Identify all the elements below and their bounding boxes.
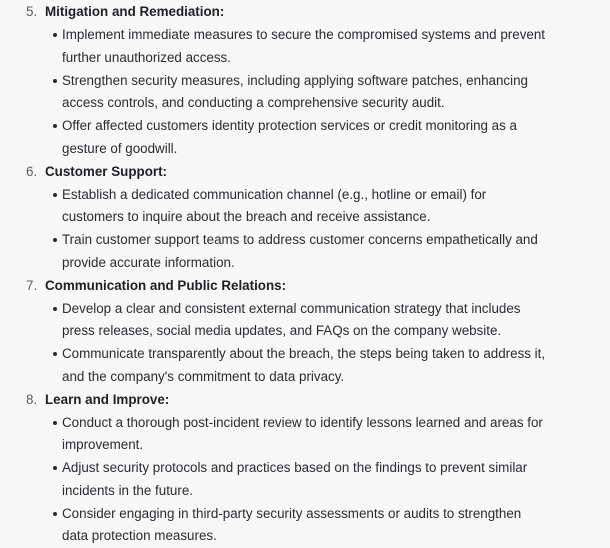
bullet-list	[0, 184, 610, 275]
bullet-dot-icon	[53, 512, 57, 516]
bullet-text: Develop a clear and consistent external communication strategy that includes press releases, social media updates, and FAQs on the company website.	[62, 300, 521, 338]
bullet-text: Strengthen security measures, including applying software patches, enhancing access controls, and conducting a comprehensive security audit.	[62, 72, 528, 110]
list-item	[0, 70, 610, 115]
bullet-list	[0, 412, 610, 548]
section-communication-and-public-relations	[0, 275, 610, 389]
section-header	[0, 161, 610, 183]
bullet-dot-icon	[53, 466, 57, 470]
section-number: 6.	[26, 163, 38, 179]
section-title: Mitigation and Remediation:	[45, 4, 225, 19]
section-title: Learn and Improve:	[45, 391, 170, 407]
section-header	[0, 389, 610, 411]
list-item	[0, 503, 610, 548]
bullet-dot-icon	[53, 238, 57, 242]
bullet-text: Offer affected customers identity protection services or credit monitoring as a gesture of goodwill.	[62, 118, 517, 156]
bullet-text: Consider engaging in third-party security assessments or audits to strengthen data protection measures.	[62, 505, 522, 543]
section-customer-support	[0, 161, 610, 275]
bullet-dot-icon	[53, 421, 57, 425]
bullet-dot-icon	[53, 193, 57, 197]
bullet-text: Communicate transparently about the breach, the steps being taken to address it, and the company's commitment to data privacy.	[62, 346, 546, 384]
list-item	[0, 229, 610, 274]
bullet-text: Train customer support teams to address customer concerns empathetically and provide accurate information.	[62, 232, 538, 270]
bullet-text: Implement immediate measures to secure the compromised systems and prevent further unauthorized access.	[62, 27, 546, 65]
bullet-dot-icon	[53, 79, 57, 83]
bullet-list	[0, 24, 610, 160]
list-item	[0, 115, 610, 160]
bullet-dot-icon	[53, 307, 57, 311]
list-item	[0, 412, 610, 457]
bullet-dot-icon	[53, 33, 57, 37]
bullet-dot-icon	[53, 124, 57, 128]
list-item	[0, 343, 610, 388]
bullet-text: Establish a dedicated communication channel (e.g., hotline or email) for customers to inquire about the breach and receive assistance.	[62, 186, 487, 224]
section-number: 5.	[26, 4, 38, 19]
list-item	[0, 184, 610, 229]
section-number: 7.	[26, 277, 38, 293]
section-title: Customer Support:	[45, 163, 167, 179]
bullet-list	[0, 298, 610, 389]
bullet-text: Conduct a thorough post-incident review to identify lessons learned and areas for improvement.	[62, 414, 543, 452]
section-number: 8.	[26, 391, 38, 407]
section-header	[0, 275, 610, 297]
section-header	[0, 1, 610, 23]
section-mitigation-and-remediation	[0, 1, 610, 160]
section-title: Communication and Public Relations:	[45, 277, 287, 293]
bullet-text: Adjust security protocols and practices based on the findings to prevent similar incidents in the future.	[62, 460, 528, 498]
list-item	[0, 298, 610, 343]
list-item	[0, 457, 610, 502]
list-item	[0, 24, 610, 69]
bullet-dot-icon	[53, 352, 57, 356]
section-learn-and-improve	[0, 389, 610, 548]
